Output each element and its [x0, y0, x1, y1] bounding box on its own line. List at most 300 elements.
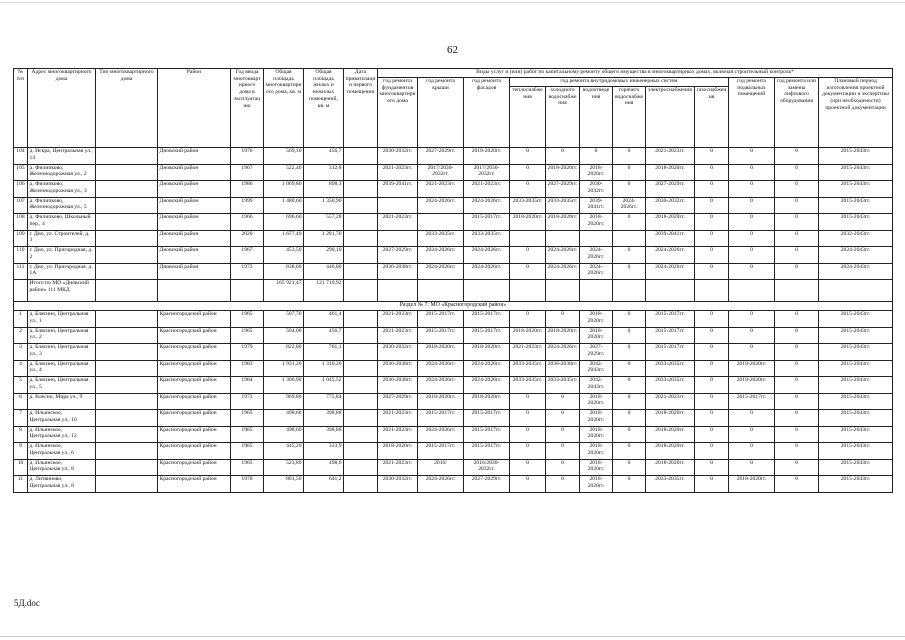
cell-base: 2015-2017гг. — [729, 393, 775, 410]
cell-res: 1 350,90 — [304, 197, 344, 214]
cell-found: 2021-2023гг. — [378, 426, 418, 443]
cell-sewer: 2018-2020гг. — [580, 426, 613, 443]
cell-elec: 2030-2032гг. — [646, 197, 695, 214]
cell-res: 333,9 — [304, 443, 344, 460]
cell-facade: 2015-2017гг. — [464, 410, 510, 427]
cell-plan: 2015-2043гг. — [819, 344, 893, 361]
cell-total: 1 677,40 — [264, 230, 304, 247]
cell-total: 801,50 — [264, 476, 304, 493]
cell-district: Красногородский район — [158, 311, 231, 328]
cell-type — [96, 263, 158, 280]
cell-hot: 0 — [613, 327, 646, 344]
cell-res: 1 045,52 — [304, 377, 344, 394]
cell-sewer: 2018-2020гг. — [580, 459, 613, 476]
table-row — [14, 311, 893, 328]
cell-address: д. Ильинское, Центральная ул., 8 — [28, 459, 96, 476]
cell-facade: 2024-2026гг. — [464, 377, 510, 394]
cell-base: 0 — [729, 197, 775, 214]
total-area-sum: 165 921,47 — [264, 280, 304, 302]
cell-cold: 2027-2029гг. — [546, 181, 580, 198]
cell-hot: 2024-2026гг. — [613, 197, 646, 214]
cell-total: 569,10 — [264, 148, 304, 165]
cell-priv — [344, 247, 378, 264]
cell-heat: 2021-2023гг. — [510, 344, 546, 361]
cell-lift: 0 — [775, 247, 819, 264]
cell-lift: 0 — [775, 426, 819, 443]
total-empty-8 — [510, 280, 546, 302]
cell-base: 0 — [729, 214, 775, 231]
total-empty-7 — [464, 280, 510, 302]
header-total-area: Общая площадь многоквартирного дома, кв. м — [264, 69, 304, 148]
cell-address: д. Блясино, Центральная ул., 5 — [28, 377, 96, 394]
cell-elec: 2018-2020гг. — [646, 459, 695, 476]
cell-elec: 2033-2035гг. — [646, 377, 695, 394]
header-year-built: Год ввода многоквартирного дома в эксплуатацию — [231, 69, 264, 148]
total-empty-6 — [418, 280, 464, 302]
header-hot-water: горячего водоснабжения — [613, 87, 646, 148]
cell-type — [96, 181, 158, 198]
cell-roof — [418, 214, 464, 231]
cell-base: 0 — [729, 230, 775, 247]
cell-base: 2018-2020гг. — [729, 360, 775, 377]
cell-found: 2036-2038гг. — [378, 360, 418, 377]
table-row — [14, 393, 893, 410]
cell-sewer: 2042-2043гг. — [580, 360, 613, 377]
cell-type — [96, 377, 158, 394]
cell-facade: 2017/2030-2032гг. — [464, 164, 510, 181]
cell-heat: 0 — [510, 148, 546, 165]
cell-facade: 2018-2020гг. — [464, 148, 510, 165]
table-row — [14, 164, 893, 181]
cell-sewer — [580, 230, 613, 247]
cell-sewer: 2027-2029гг. — [580, 344, 613, 361]
cell-type — [96, 247, 158, 264]
header-sewer: водоотведения — [580, 87, 613, 148]
cell-district: Красногородский район — [158, 443, 231, 460]
cell-facade: 2021-2023гг. — [464, 181, 510, 198]
cell-lift: 0 — [775, 311, 819, 328]
cell-sewer: 2024-2026гг. — [580, 247, 613, 264]
cell-hot: 0 — [613, 311, 646, 328]
cell-roof: 2024-2026гг. — [418, 426, 464, 443]
cell-priv — [344, 360, 378, 377]
cell-res: 290,10 — [304, 247, 344, 264]
cell-cold: 0 — [546, 393, 580, 410]
cell-sewer: 2018-2020гг. — [580, 476, 613, 493]
cell-roof: 2016/ — [418, 459, 464, 476]
cell-type — [96, 311, 158, 328]
cell-found: 2021-2023гг. — [378, 214, 418, 231]
header-planned: Плановый период изготовления проектной документации и экспертизы (при необходимости) проектной документации — [819, 78, 893, 148]
cell-roof: 2017/2030-2032гг. — [418, 164, 464, 181]
cell-type — [96, 344, 158, 361]
header-house-type: Тип многоквартирного дома — [96, 69, 158, 148]
cell-lift: 0 — [775, 443, 819, 460]
cell-plan: 2015-2043гг. — [819, 148, 893, 165]
header-priv-date: Дата приватизации первого помещения — [344, 69, 378, 148]
cell-cold: 0 — [546, 311, 580, 328]
cell-found: 2018-2020гг. — [378, 443, 418, 460]
cell-facade: 2015-2017гг. — [464, 214, 510, 231]
cell-hot: 0 — [613, 410, 646, 427]
cell-address: д. Литвиново, Центральная ул., 8 — [28, 476, 96, 493]
cell-year: 1965 — [231, 311, 264, 328]
cell-total: 498,60 — [264, 410, 304, 427]
cell-res: 498,6 — [304, 459, 344, 476]
cell-plan: 2015-2043гг. — [819, 426, 893, 443]
cell-gas: 0 — [695, 393, 729, 410]
cell-roof: 2024-2026гг. — [418, 247, 464, 264]
cell-res: 761,1 — [304, 344, 344, 361]
cell-cold: 0 — [546, 459, 580, 476]
cell-heat: 0 — [510, 263, 546, 280]
cell-found — [378, 230, 418, 247]
cell-cold: 2033-2035гг. — [546, 197, 580, 214]
total-empty-11 — [613, 280, 646, 302]
cell-plan: 2015-2043гг. — [819, 360, 893, 377]
cell-facade: 2015-2017гг. — [464, 327, 510, 344]
cell-heat: 0 — [510, 247, 546, 264]
cell-no: 3 — [14, 344, 28, 361]
cell-address: д. Филипково, Железнодорожная ул., 2 — [28, 164, 96, 181]
cell-facade: 2016/2030-2032гг. — [464, 459, 510, 476]
cell-base: 0 — [729, 247, 775, 264]
scan-edge-bottom — [0, 636, 905, 637]
cell-heat: 2018-2020гг. — [510, 214, 546, 231]
header-cold-water: холодного водоснабжения — [546, 87, 580, 148]
table-row — [14, 360, 893, 377]
total-empty-9 — [546, 280, 580, 302]
cell-lift: 0 — [775, 476, 819, 493]
cell-lift: 0 — [775, 197, 819, 214]
cell-facade: 2024-2026гг. — [464, 197, 510, 214]
cell-priv — [344, 263, 378, 280]
cell-lift: 0 — [775, 459, 819, 476]
cell-gas: 0 — [695, 181, 729, 198]
cell-district: Красногородский район — [158, 344, 231, 361]
cell-total: 498,60 — [264, 426, 304, 443]
cell-type — [96, 197, 158, 214]
cell-hot: 0 — [613, 443, 646, 460]
cell-found: 2039-2041гг. — [378, 181, 418, 198]
cell-hot: 0 — [613, 263, 646, 280]
cell-gas: 0 — [695, 426, 729, 443]
cell-district: Дновский район — [158, 247, 231, 264]
cell-district: Красногородский район — [158, 327, 231, 344]
cell-gas: 0 — [695, 459, 729, 476]
cell-found: 2021-2023гг. — [378, 327, 418, 344]
cell-total: 696,60 — [264, 214, 304, 231]
table-row — [14, 263, 893, 280]
cell-gas: 0 — [695, 247, 729, 264]
cell-priv — [344, 393, 378, 410]
cell-address: д. Филипково, Железнодорожная ул., 5 — [28, 197, 96, 214]
cell-year: 1973 — [231, 263, 264, 280]
cell-district: Дновский район — [158, 148, 231, 165]
cell-address: г. Дно, ул. Пригородная, д. 1А — [28, 263, 96, 280]
cell-district: Красногородский район — [158, 476, 231, 493]
cell-gas: 0 — [695, 164, 729, 181]
cell-plan: 2015-2043гг. — [819, 459, 893, 476]
cell-hot: 0 — [613, 360, 646, 377]
cell-base: 2018-2020гг. — [729, 476, 775, 493]
cell-roof: 2024-2026гг. — [418, 476, 464, 493]
cell-sewer: 2018-2020гг. — [580, 311, 613, 328]
cell-cold: 2024-2026гг. — [546, 344, 580, 361]
table-row — [14, 443, 893, 460]
cell-year: 1966 — [231, 214, 264, 231]
cell-found: 2030-2032гг. — [378, 148, 418, 165]
cell-cold: 2024-2026гг. — [546, 263, 580, 280]
cell-cold: 2018-2020гг. — [546, 327, 580, 344]
cell-lift: 0 — [775, 344, 819, 361]
cell-hot: 0 — [613, 344, 646, 361]
table-body-dnovsky — [14, 148, 893, 280]
cell-lift: 0 — [775, 360, 819, 377]
cell-district: Красногородский район — [158, 426, 231, 443]
cell-hot: 0 — [613, 426, 646, 443]
cell-plan: 2015-2043гг. — [819, 443, 893, 460]
cell-priv — [344, 377, 378, 394]
cell-facade: 2024-2026гг. — [464, 263, 510, 280]
cell-res: 1 281,70 — [304, 230, 344, 247]
cell-base: 0 — [729, 311, 775, 328]
cell-sewer: 2018-2020гг. — [580, 214, 613, 231]
cell-cold: 0 — [546, 476, 580, 493]
cell-priv — [344, 459, 378, 476]
cell-res: 898,3 — [304, 181, 344, 198]
cell-res: 775,84 — [304, 393, 344, 410]
total-empty-5 — [378, 280, 418, 302]
cell-res: 557,28 — [304, 214, 344, 231]
cell-roof: 2015-2017гг. — [418, 410, 464, 427]
cell-sewer: 2018-2020гг. — [580, 410, 613, 427]
cell-plan: 2015-2043гг. — [819, 311, 893, 328]
header-roof: год ремонта крыши — [418, 78, 464, 148]
cell-district: Красногородский район — [158, 459, 231, 476]
cell-total: 969,80 — [264, 393, 304, 410]
cell-type — [96, 459, 158, 476]
cell-address: д. Блясино, Центральная ул., 4 — [28, 360, 96, 377]
cell-total: 445,20 — [264, 443, 304, 460]
cell-found: 2030-2032гг. — [378, 476, 418, 493]
cell-address: д. Филипково, Железнодорожная ул., 3 — [28, 181, 96, 198]
cell-total: 523,80 — [264, 459, 304, 476]
cell-elec: 2033-2035гг. — [646, 476, 695, 493]
cell-cold: 2036-2038гг. — [546, 360, 580, 377]
cell-roof: 2033-2035гг. — [418, 230, 464, 247]
cell-base: 0 — [729, 426, 775, 443]
cell-plan: 2024-2043гг. — [819, 263, 893, 280]
cell-facade: 2027-2029гг. — [464, 476, 510, 493]
cell-heat: 0 — [510, 443, 546, 460]
cell-res: 446,80 — [304, 263, 344, 280]
cell-type — [96, 327, 158, 344]
cell-year: 1986 — [231, 181, 264, 198]
cell-no: 110 — [14, 247, 28, 264]
capital-repair-table-wrapper — [13, 68, 892, 493]
header-address: Адрес многоквартирного дома — [28, 69, 96, 148]
cell-priv — [344, 181, 378, 198]
header-gas: газоснабжения — [695, 87, 729, 148]
cell-year: 1965 — [231, 426, 264, 443]
cell-no: 1 — [14, 311, 28, 328]
cell-lift: 0 — [775, 263, 819, 280]
table-row — [14, 426, 893, 443]
cell-cold: 2024-2026гг. — [546, 247, 580, 264]
header-facade: год ремонта фасадов — [464, 78, 510, 148]
cell-no: 111 — [14, 263, 28, 280]
cell-hot: 0 — [613, 393, 646, 410]
cell-total: 1 931,20 — [264, 360, 304, 377]
cell-facade: 2024-2026гг. — [464, 360, 510, 377]
cell-elec: 2018-2020гг. — [646, 410, 695, 427]
cell-total: 1 480,60 — [264, 197, 304, 214]
cell-found: 2036-2038гг. — [378, 377, 418, 394]
cell-res: 641,2 — [304, 476, 344, 493]
cell-type — [96, 164, 158, 181]
cell-year: 1976 — [231, 148, 264, 165]
cell-elec: 2015-2017гг. — [646, 311, 695, 328]
cell-cold — [546, 230, 580, 247]
cell-roof: 2021-2023гг. — [418, 181, 464, 198]
cell-gas: 0 — [695, 443, 729, 460]
cell-plan: 2024-2043гг. — [819, 247, 893, 264]
table-header — [14, 69, 893, 148]
cell-total: 1 069,80 — [264, 181, 304, 198]
cell-roof: 2015-2017гг. — [418, 311, 464, 328]
cell-sewer: 2024-2026гг. — [580, 263, 613, 280]
cell-base: 0 — [729, 410, 775, 427]
cell-found: 2027-2029гг. — [378, 393, 418, 410]
cell-plan: 2015-2043гг. — [819, 476, 893, 493]
table-row — [14, 148, 893, 165]
cell-no: 105 — [14, 164, 28, 181]
cell-plan: 2015-2043гг. — [819, 197, 893, 214]
cell-roof: 2024-2026гг. — [418, 263, 464, 280]
cell-found: 2021-2023гг. — [378, 164, 418, 181]
cell-year: 2020 — [231, 230, 264, 247]
cell-elec: 2018-2020гг. — [646, 443, 695, 460]
cell-plan: 2015-2043гг. — [819, 393, 893, 410]
header-res-area: Общая площадь жилых и нежилых помещений, кв. м — [304, 69, 344, 148]
cell-no: 10 — [14, 459, 28, 476]
cell-total: 838,60 — [264, 263, 304, 280]
cell-lift: 0 — [775, 164, 819, 181]
cell-cold: 2033-2035гг. — [546, 377, 580, 394]
cell-priv — [344, 426, 378, 443]
cell-year: 1978 — [231, 476, 264, 493]
cell-no: 2 — [14, 327, 28, 344]
cell-cold: 0 — [546, 426, 580, 443]
cell-priv — [344, 344, 378, 361]
cell-type — [96, 426, 158, 443]
cell-type — [96, 360, 158, 377]
cell-roof: 2018-2020гг. — [418, 344, 464, 361]
cell-hot — [613, 230, 646, 247]
cell-hot: 0 — [613, 459, 646, 476]
total-empty-3 — [231, 280, 264, 302]
cell-total: 507,70 — [264, 311, 304, 328]
cell-hot: 0 — [613, 476, 646, 493]
header-internal-group: год ремонта внутридомовых инженерных систем — [510, 78, 729, 87]
cell-total: 522,40 — [264, 164, 304, 181]
table-row — [14, 459, 893, 476]
cell-total: 453,50 — [264, 247, 304, 264]
cell-priv — [344, 164, 378, 181]
cell-heat: 2018-2020гг. — [510, 327, 546, 344]
cell-facade: 2015-2017гг. — [464, 311, 510, 328]
header-no: № п/п — [14, 69, 28, 148]
table-body-total — [14, 280, 893, 311]
table-row — [14, 247, 893, 264]
page-number: 62 — [447, 44, 458, 56]
cell-type — [96, 410, 158, 427]
cell-res: 398,88 — [304, 410, 344, 427]
cell-address: д. Ильинское, Центральная ул., 10 — [28, 410, 96, 427]
cell-no: 7 — [14, 410, 28, 427]
cell-heat: 0 — [510, 459, 546, 476]
cell-facade: 2033-2035гг. — [464, 230, 510, 247]
cell-elec: 2018-2020гг. — [646, 214, 695, 231]
cell-found: 2036-2038гг. — [378, 263, 418, 280]
cell-lift: 0 — [775, 327, 819, 344]
cell-type — [96, 393, 158, 410]
cell-roof: 2024-2026гг. — [418, 360, 464, 377]
cell-no: 9 — [14, 443, 28, 460]
cell-facade: 2015-2017гг. — [464, 426, 510, 443]
cell-heat: 2033-2035гг. — [510, 360, 546, 377]
cell-gas: 0 — [695, 476, 729, 493]
cell-year: 1965 — [231, 459, 264, 476]
cell-hot: 0 — [613, 164, 646, 181]
cell-elec: 2015-2017гг. — [646, 327, 695, 344]
section-row — [14, 302, 893, 311]
total-empty-13 — [695, 280, 729, 302]
table-row — [14, 327, 893, 344]
cell-lift: 0 — [775, 181, 819, 198]
cell-district: Дновский район — [158, 230, 231, 247]
cell-found: 2027-2029гг. — [378, 247, 418, 264]
cell-sewer: 0 — [580, 148, 613, 165]
cell-roof: 2015-2017гг. — [418, 327, 464, 344]
cell-sewer: 2018-2020гг. — [580, 393, 613, 410]
cell-base: 0 — [729, 148, 775, 165]
header-heating: теплоснабжения — [510, 87, 546, 148]
cell-base: 0 — [729, 327, 775, 344]
cell-priv — [344, 476, 378, 493]
cell-heat: 2033-2035гг. — [510, 377, 546, 394]
table-row — [14, 410, 893, 427]
cell-address: д. Влесно, Мира ул., 9 — [28, 393, 96, 410]
cell-found: 2021-2023гг. — [378, 410, 418, 427]
cell-lift: 0 — [775, 230, 819, 247]
cell-total: 822,80 — [264, 344, 304, 361]
cell-heat: 0 — [510, 476, 546, 493]
cell-found: 2021-2023гг. — [378, 311, 418, 328]
cell-facade: 2015-2017гг. — [464, 443, 510, 460]
cell-gas: 0 — [695, 230, 729, 247]
cell-elec: 2033-2035гг. — [646, 360, 695, 377]
cell-year: 1965 — [231, 410, 264, 427]
cell-district: Красногородский район — [158, 377, 231, 394]
cell-found — [378, 197, 418, 214]
cell-elec: 2039-2041гг. — [646, 230, 695, 247]
footer-filename: 5Д.doc — [14, 598, 40, 608]
cell-year: 1984 — [231, 377, 264, 394]
cell-facade: 2018-2020гг. — [464, 344, 510, 361]
cell-priv — [344, 311, 378, 328]
